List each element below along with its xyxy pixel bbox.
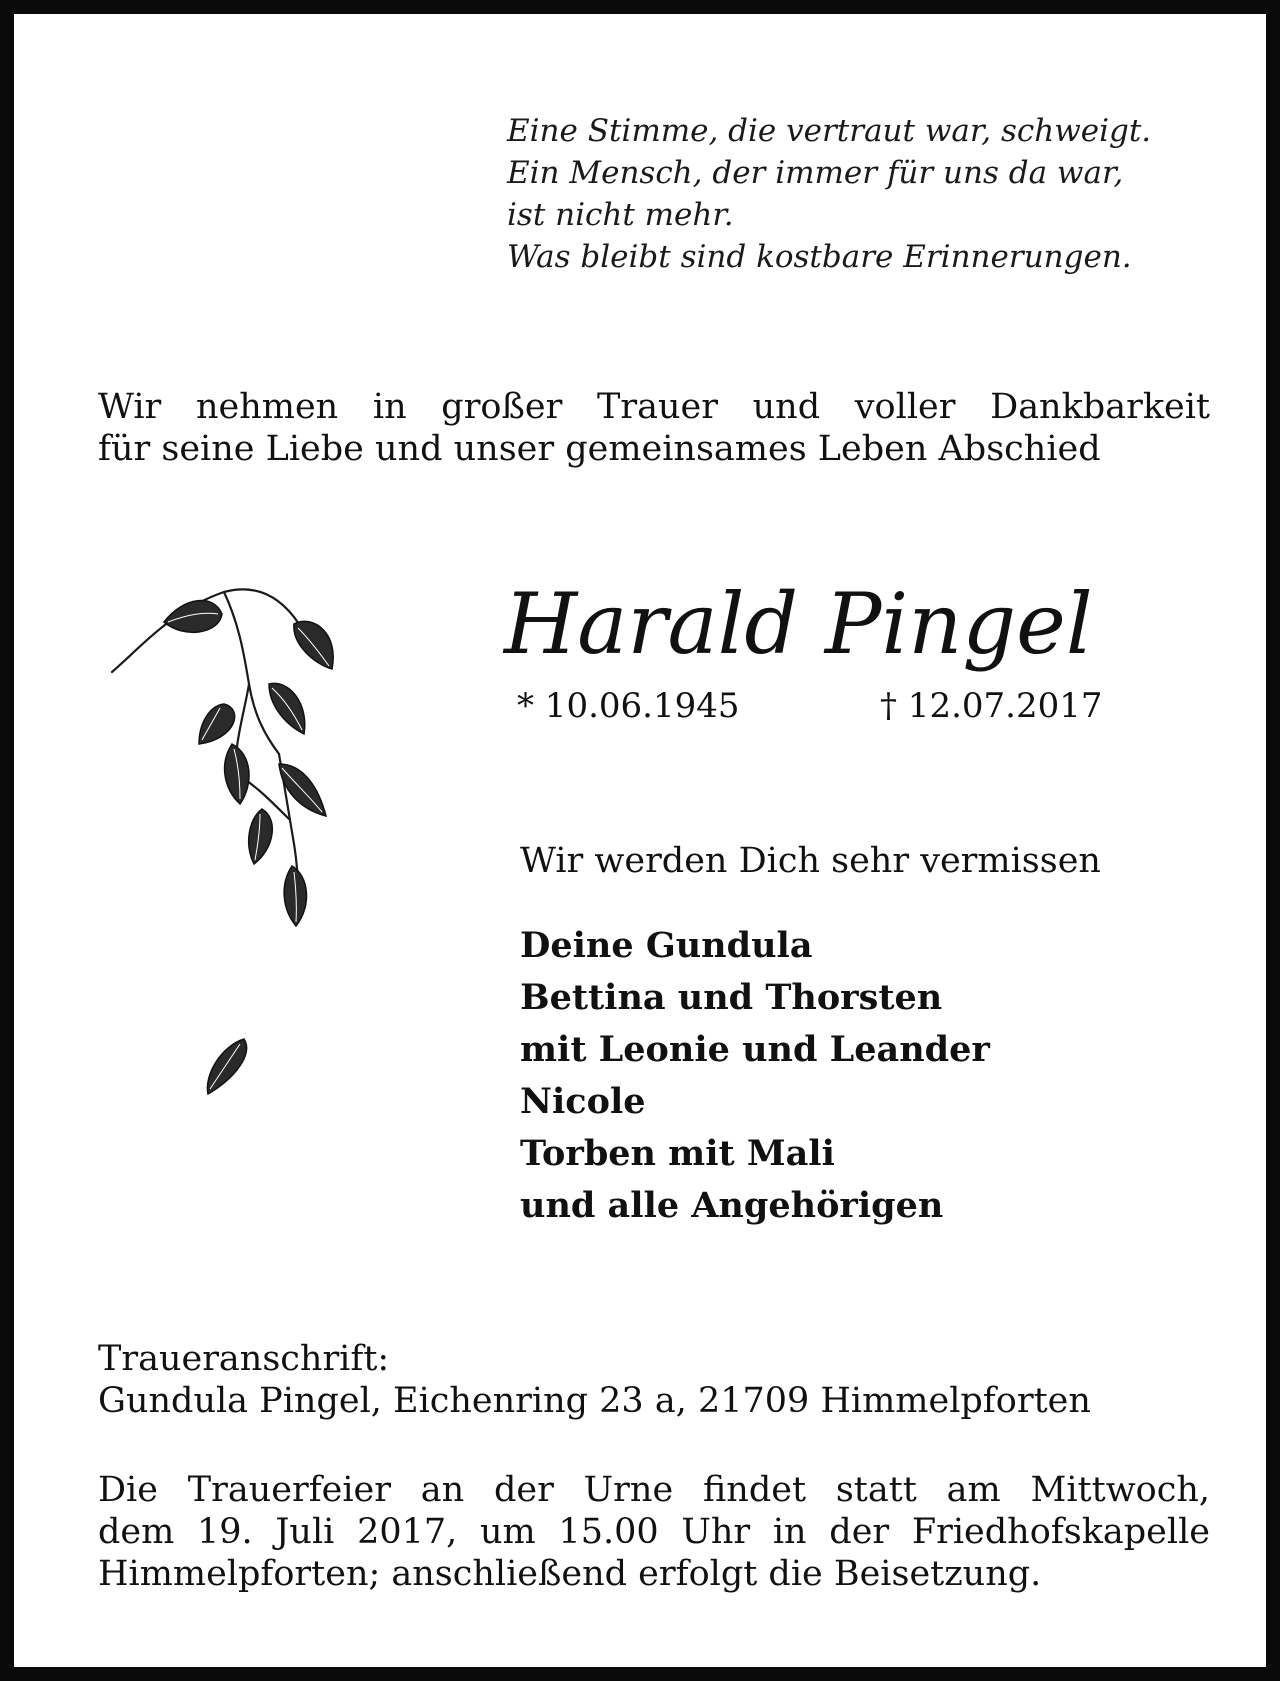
intro-line: für seine Liebe und unser gemeinsames Leben Abschied: [98, 429, 1101, 469]
family-member: Deine Gundula: [520, 925, 813, 966]
ceremony-line: dem 19. Juli 2017, um 15.00 Uhr in der Friedhofskapelle: [98, 1512, 1210, 1552]
family-list: [520, 920, 990, 1232]
family-member: Torben mit Mali: [520, 1133, 835, 1174]
birth-date: * 10.06.1945: [517, 686, 740, 726]
family-member: und alle Angehörigen: [520, 1185, 944, 1226]
family-member: Bettina und Thorsten: [520, 977, 943, 1018]
ceremony-notice: [98, 1469, 1210, 1595]
family-member: mit Leonie und Leander: [520, 1029, 990, 1070]
mourning-address: [98, 1338, 1091, 1422]
deceased-name: Harald Pingel: [504, 575, 1093, 673]
family-member: Nicole: [520, 1081, 646, 1122]
poem-line: Was bleibt sind kostbare Erinnerungen.: [507, 239, 1132, 275]
poem: [507, 110, 1247, 278]
poem-line: Ein Mensch, der immer für uns da war,: [507, 155, 1124, 191]
intro-line: Wir nehmen in großer Trauer und voller Dankbarkeit: [98, 387, 1210, 427]
ceremony-line: Himmelpforten; anschließend erfolgt die Beisetzung.: [98, 1554, 1042, 1594]
ceremony-line: Die Trauerfeier an der Urne findet statt am Mittwoch,: [98, 1470, 1210, 1510]
miss-line: Wir werden Dich sehr vermissen: [520, 841, 1101, 881]
poem-line: Eine Stimme, die vertraut war, schweigt.: [507, 113, 1152, 149]
poem-line: ist nicht mehr.: [507, 197, 734, 233]
intro-text: [98, 386, 1210, 470]
address-label: Traueranschrift:: [98, 1339, 390, 1379]
death-date: † 12.07.2017: [880, 686, 1103, 726]
leaf-branch-icon: [104, 584, 364, 1124]
address-line: Gundula Pingel, Eichenring 23 a, 21709 Himmelpforten: [98, 1381, 1091, 1421]
